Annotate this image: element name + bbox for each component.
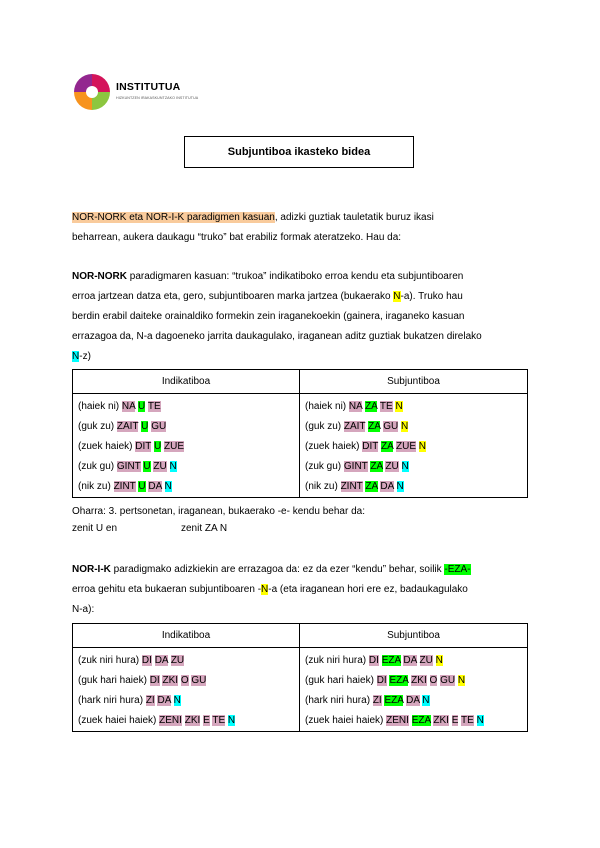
indicative-forms (78, 651, 294, 731)
n-marker: N (72, 351, 80, 362)
morpheme: DI (141, 655, 152, 666)
document-title: Subjuntiboa ikasteko bidea (184, 136, 414, 168)
morpheme: ZINT (113, 481, 136, 492)
subjunctive-forms (305, 397, 522, 497)
institute-logo (72, 72, 212, 112)
verb-form-row (78, 437, 294, 457)
verb-form-row (78, 711, 294, 731)
person-label: (guk hari haiek) (78, 675, 150, 686)
morpheme: TE (461, 715, 474, 726)
morpheme: GU (151, 421, 167, 432)
morpheme: ZU (419, 655, 433, 666)
person-label: (zuek haiek) (78, 441, 136, 452)
morpheme: EZA (381, 655, 401, 666)
person-label: (zuk niri hura) (305, 655, 369, 666)
n-marker: N (393, 291, 401, 302)
eza-marker: -EZA- (444, 564, 471, 575)
morpheme: EZA (389, 675, 409, 686)
morpheme: E (451, 715, 459, 726)
morpheme: N (435, 655, 443, 666)
morpheme: ZA (365, 401, 378, 412)
morpheme: U (141, 421, 149, 432)
table-header-indicative: Indikatiboa (73, 624, 300, 648)
morpheme: DI (368, 655, 379, 666)
verb-form-row (78, 397, 294, 417)
person-label: (guk zu) (78, 421, 117, 432)
person-label: (zuk gu) (78, 461, 117, 472)
morpheme: GU (191, 675, 207, 686)
indicative-column (73, 648, 300, 732)
morpheme: DIT (362, 441, 379, 452)
verb-form-row (305, 397, 522, 417)
morpheme: N (418, 441, 426, 452)
nor-nork-paragraph (72, 267, 528, 367)
morpheme: ZKI (162, 675, 179, 686)
verb-form-row (305, 437, 522, 457)
verb-form-row (305, 691, 522, 711)
morpheme: ZAIT (343, 421, 366, 432)
morpheme: U (138, 401, 146, 412)
indicative-forms (78, 397, 294, 497)
verb-form-row (78, 417, 294, 437)
morpheme: TE (212, 715, 226, 726)
nor-i-k-paragraph (72, 560, 528, 620)
morpheme: DIT (135, 441, 152, 452)
morpheme: ZA (368, 421, 381, 432)
verb-form-row (78, 691, 294, 711)
morpheme: TE (379, 401, 393, 412)
morpheme: ZAIT (116, 421, 139, 432)
morpheme: ZENI (159, 715, 182, 726)
morpheme: ZU (385, 461, 399, 472)
morpheme: N (164, 481, 172, 492)
person-label: (guk zu) (305, 421, 344, 432)
intro-paragraph (72, 208, 528, 248)
note-line: Oharra: 3. pertsonetan, iraganean, bukaerako -e- kendu behar da: (72, 506, 365, 517)
subjunctive-forms (305, 651, 522, 731)
nor-nork-table (72, 369, 528, 498)
n-marker: N (261, 584, 269, 595)
logo-mark-icon (72, 72, 112, 112)
verb-form-row (305, 711, 522, 731)
morpheme: ZI (372, 695, 382, 706)
verb-form-row (78, 651, 294, 671)
morpheme: ZU (153, 461, 167, 472)
morpheme: DA (157, 695, 171, 706)
intro-line-2: beharrean, aukera daukagu “truko” bat erabiliz formak ateratzeko. Hau da: (72, 232, 402, 243)
nor-nork-heading: NOR-NORK (72, 271, 127, 282)
morpheme: EZA (384, 695, 404, 706)
verb-form-row (78, 477, 294, 497)
nor-nork-line-2: erroa jartzean datza eta, gero, subjuntiboaren marka jartzea (bukaerako (72, 291, 394, 302)
subjunctive-column (300, 648, 528, 732)
nor-i-k-heading: NOR-I-K (72, 564, 111, 575)
morpheme: ZA (380, 441, 394, 452)
nor-i-k-table (72, 623, 528, 732)
morpheme: DA (380, 481, 394, 492)
morpheme: DI (376, 675, 387, 686)
nor-i-k-line-2-end: -a (eta iraganean hori ere ez, badaukagulako (268, 584, 468, 595)
note-example-b: zenit ZA N (181, 523, 228, 534)
morpheme: U (143, 461, 151, 472)
morpheme: U (153, 441, 162, 452)
morpheme: DI (149, 675, 160, 686)
morpheme: TE (147, 401, 161, 412)
nor-i-k-line-2: erroa gehitu eta bukaeran subjuntiboaren - (72, 584, 262, 595)
morpheme: GINT (116, 461, 141, 472)
verb-form-row (305, 651, 522, 671)
intro-highlight: NOR-NORK eta NOR-I-K paradigmen kasuan (72, 212, 275, 223)
morpheme: N (422, 695, 430, 706)
verb-form-row (305, 671, 522, 691)
logo-name: INSTITUTUA (116, 81, 181, 93)
indicative-column (73, 394, 300, 498)
table-header-indicative: Indikatiboa (73, 370, 300, 394)
morpheme: N (396, 481, 404, 492)
morpheme: ZKI (411, 675, 427, 686)
morpheme: DA (154, 655, 169, 666)
verb-form-row (78, 457, 294, 477)
morpheme: DA (406, 695, 420, 706)
person-label: (zuek haiei haiek) (78, 715, 160, 726)
morpheme: NA (121, 401, 136, 412)
morpheme: E (203, 715, 210, 726)
morpheme: ZUE (163, 441, 184, 452)
morpheme: ZENI (386, 715, 409, 726)
person-label: (hark niri hura) (78, 695, 146, 706)
morpheme: GU (383, 421, 399, 432)
nor-nork-line-5: -z) (79, 351, 91, 362)
morpheme: N (457, 675, 466, 686)
morpheme: U (138, 481, 146, 492)
nor-nork-line-3: berdin erabil daiteke orainaldiko formekin zein iraganekoekin (gainera, iraganeko kasuan (72, 311, 465, 322)
morpheme: N (169, 461, 177, 472)
table-header-subjunctive: Subjuntiboa (300, 624, 528, 648)
morpheme: N (227, 715, 236, 726)
morpheme: ZU (170, 655, 185, 666)
person-label: (hark niri hura) (305, 695, 373, 706)
person-label: (zuek haiei haiek) (305, 715, 387, 726)
nor-i-k-line-3: N-a): (72, 604, 95, 615)
verb-form-row (305, 477, 522, 497)
verb-form-row (305, 457, 522, 477)
morpheme: N (395, 401, 403, 412)
person-label: (zuek haiek) (305, 441, 363, 452)
morpheme: ZKI (433, 715, 449, 726)
morpheme: N (476, 715, 484, 726)
person-label: (haiek ni) (305, 401, 349, 412)
verb-form-row (305, 417, 522, 437)
nor-nork-line-2-end: -a). Truko hau (400, 291, 463, 302)
person-label: (nik zu) (305, 481, 341, 492)
morpheme: ZUE (395, 441, 416, 452)
person-label: (zuk niri hura) (78, 655, 142, 666)
morpheme: ZI (145, 695, 155, 706)
nor-i-k-line-1: paradigmako adizkiekin are errazagoa da: ez da ezer “kendu” behar, soilik (110, 564, 445, 575)
morpheme: N (401, 461, 409, 472)
person-label: (zuk gu) (305, 461, 344, 472)
morpheme: N (400, 421, 409, 432)
morpheme: ZA (370, 461, 383, 472)
morpheme: GU (440, 675, 456, 686)
morpheme: DA (403, 655, 417, 666)
morpheme: DA (148, 481, 162, 492)
note-example-a: zenit U en (72, 523, 118, 534)
verb-form-row (78, 671, 294, 691)
person-label: (guk hari haiek) (305, 675, 377, 686)
person-label: (nik zu) (78, 481, 114, 492)
morpheme: NA (348, 401, 363, 412)
table-header-subjunctive: Subjuntiboa (300, 370, 528, 394)
intro-text: , adizki guztiak tauletatik buruz ikasi (274, 212, 434, 223)
person-label: (haiek ni) (78, 401, 122, 412)
morpheme: ZINT (340, 481, 363, 492)
nor-nork-line-4: errazagoa da, N-a dagoeneko jarrita daukagulako, iraganean aditz guztiak bukatzen direlako (72, 331, 482, 342)
morpheme: EZA (411, 715, 431, 726)
morpheme: N (173, 695, 181, 706)
morpheme: O (429, 675, 438, 686)
morpheme: ZKI (184, 715, 201, 726)
logo-subtitle: HIZKUNTZEN IRAKASKUNTZAKO INSTITUTUA (116, 96, 199, 100)
morpheme: GINT (343, 461, 368, 472)
morpheme: ZA (365, 481, 378, 492)
morpheme: O (180, 675, 189, 686)
subjunctive-column (300, 394, 528, 498)
nor-nork-line-1: paradigmaren kasuan: “trukoa” indikatiboko erroa kendu eta subjuntiboaren (127, 271, 464, 282)
